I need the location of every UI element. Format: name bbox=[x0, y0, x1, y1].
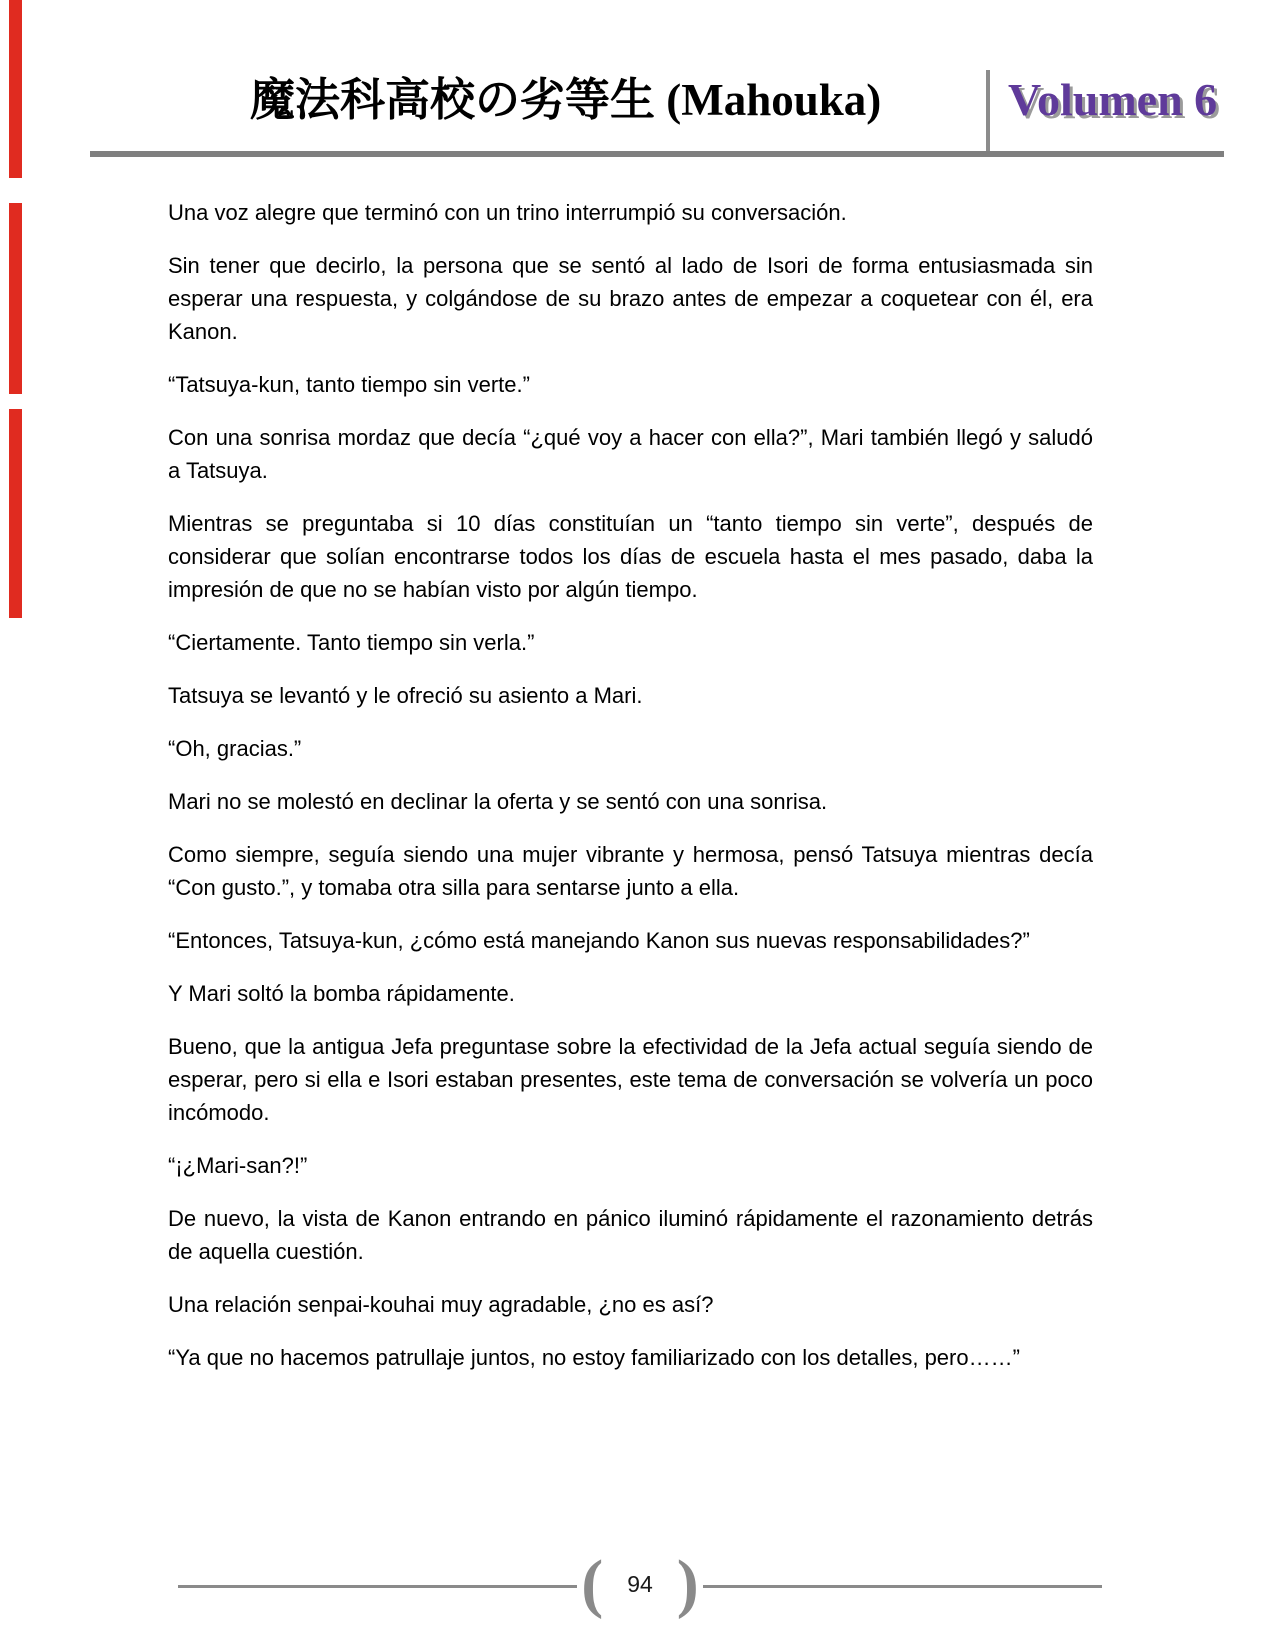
paragraph: “Oh, gracias.” bbox=[168, 736, 302, 761]
footer-rule-right bbox=[703, 1585, 1102, 1588]
paragraph: Tatsuya se levantó y le ofreció su asiento a Mari. bbox=[168, 683, 643, 708]
paragraph: “Ya que no hacemos patrullaje juntos, no estoy familiarizado con los detalles, pero……” bbox=[168, 1345, 1020, 1370]
page-number: 94 bbox=[627, 1570, 653, 1597]
page-footer bbox=[178, 1548, 1102, 1624]
paragraph: “Entonces, Tatsuya-kun, ¿cómo está manejando Kanon sus nuevas responsabilidades?” bbox=[168, 928, 1030, 953]
paragraph: Con una sonrisa mordaz que decía “¿qué voy a hacer con ella?”, Mari también llegó y saludó a Tatsuya. bbox=[168, 425, 1093, 483]
paragraph: “Ciertamente. Tanto tiempo sin verla.” bbox=[168, 630, 535, 655]
paragraph: De nuevo, la vista de Kanon entrando en pánico iluminó rápidamente el razonamiento detrás de aquella cuestión. bbox=[168, 1206, 1093, 1264]
paragraph: Y Mari soltó la bomba rápidamente. bbox=[168, 981, 515, 1006]
footer-bracket-right: ) bbox=[676, 1547, 699, 1620]
paragraph: Una relación senpai-kouhai muy agradable, ¿no es así? bbox=[168, 1292, 714, 1317]
paragraph: “¡¿Mari-san?!” bbox=[168, 1153, 308, 1178]
header-separator bbox=[986, 70, 990, 156]
page-edge-mark bbox=[9, 203, 22, 394]
paragraph: Bueno, que la antigua Jefa preguntase sobre la efectividad de la Jefa actual seguía siendo de esperar, pero si ella e Isori estaban presentes, este tema de conversación se volvería un poco incómodo. bbox=[168, 1034, 1093, 1125]
paragraph: Mientras se preguntaba si 10 días constituían un “tanto tiempo sin verte”, después de considerar que solían encontrarse todos los días de escuela hasta el mes pasado, daba la impresión de que no se habían visto por algún tiempo. bbox=[168, 511, 1093, 602]
footer-rule-left bbox=[178, 1585, 577, 1588]
footer-bracket-left: ( bbox=[581, 1547, 604, 1620]
header-rule bbox=[90, 151, 1224, 157]
paragraph: Una voz alegre que terminó con un trino interrumpió su conversación. bbox=[168, 200, 847, 225]
paragraph: Como siempre, seguía siendo una mujer vibrante y hermosa, pensó Tatsuya mientras decía “Con gusto.”, y tomaba otra silla para sentarse junto a ella. bbox=[168, 842, 1093, 900]
page-edge-mark bbox=[9, 0, 22, 178]
body-text bbox=[168, 196, 1093, 1394]
page-title: 魔法科高校の劣等生 (Mahouka) bbox=[250, 75, 882, 125]
paragraph: “Tatsuya-kun, tanto tiempo sin verte.” bbox=[168, 372, 530, 397]
page-edge-mark bbox=[9, 409, 22, 618]
paragraph: Mari no se molestó en declinar la oferta y se sentó con una sonrisa. bbox=[168, 789, 828, 814]
volume-badge: Volumen 6 bbox=[1008, 74, 1218, 125]
paragraph: Sin tener que decirlo, la persona que se sentó al lado de Isori de forma entusiasmada sin esperar una respuesta, y colgándose de su brazo antes de empezar a coquetear con él, era Kanon. bbox=[168, 253, 1093, 344]
